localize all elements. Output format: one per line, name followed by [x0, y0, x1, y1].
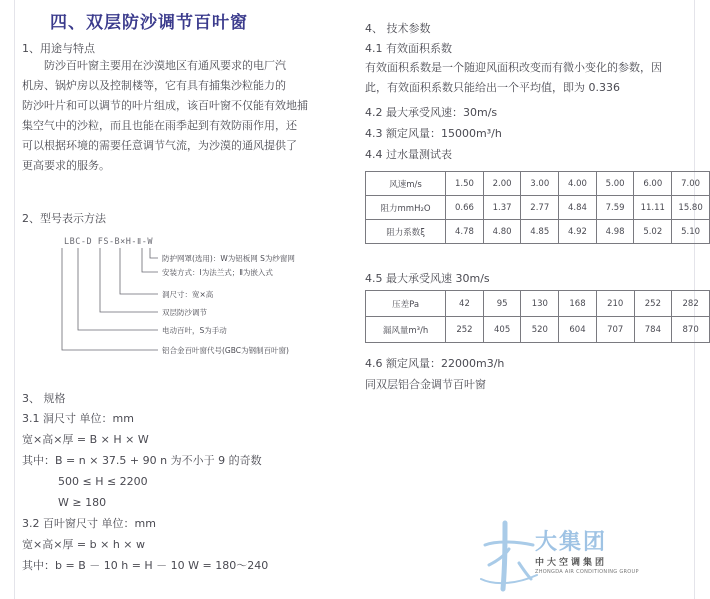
table-cell: 1.50: [446, 172, 484, 196]
table-row: [366, 172, 710, 196]
water-test-table: [365, 171, 710, 244]
section-4-4: 4.4 过水量测试表: [365, 148, 452, 161]
table-cell: 870: [672, 317, 710, 343]
spec-line: 3.2 百叶窗尺寸 单位：mm: [22, 517, 156, 530]
spec-line: 其中：b = B － 10 h = H － 10 W = 180～240: [22, 559, 269, 572]
section-4-note: 同双层铝合金调节百叶窗: [365, 378, 486, 391]
section-4-heading: 4、 技术参数: [365, 22, 431, 35]
table-cell: 4.85: [521, 220, 559, 244]
table-cell: 4.78: [446, 220, 484, 244]
section-4-6: 4.6 额定风量：22000m3/h: [365, 357, 505, 370]
table-cell: 405: [483, 317, 521, 343]
table-row: [366, 220, 710, 244]
spec-line: 宽×高×厚 = b × h × w: [22, 538, 146, 551]
section-3-heading: 3、 规格: [22, 392, 66, 405]
row-label: 阻力系数ξ: [366, 220, 446, 244]
table-row: [366, 196, 710, 220]
model-code: LBC-D FS-B×H-Ⅱ-W: [64, 237, 153, 247]
table-row: [366, 317, 710, 343]
table-cell: 5.02: [634, 220, 672, 244]
section-4-2: 4.2 最大承受风速：30m/s: [365, 106, 498, 119]
spec-line: W ≥ 180: [58, 496, 107, 509]
table-cell: 252: [446, 317, 484, 343]
spec-line: 500 ≤ H ≤ 2200: [58, 475, 148, 488]
leader-line-code: [62, 248, 158, 350]
model-code-diagram: [20, 232, 320, 362]
table-cell: 604: [559, 317, 597, 343]
legend-item: 电动百叶，S为手动: [162, 326, 227, 335]
logo-english-name: ZHONGDA AIR CONDITIONING GROUP: [535, 569, 639, 575]
table-cell: 7.59: [596, 196, 634, 220]
table-cell: 4.80: [483, 220, 521, 244]
table-cell: 2.77: [521, 196, 559, 220]
table-cell: 130: [521, 291, 559, 317]
page-title: 四、双层防沙调节百叶窗: [50, 13, 248, 33]
section-1-heading: 1、用途与特点: [22, 42, 95, 55]
legend-item: 安装方式：Ⅰ为法兰式；Ⅱ为嵌入式: [162, 268, 273, 277]
row-label: 漏风量m³/h: [366, 317, 446, 343]
section-4-1-line: 有效面积系数是一个随迎风面积改变而有微小变化的参数，因: [365, 61, 662, 74]
table-cell: 2.00: [483, 172, 521, 196]
section-1-line: 防沙百叶窗主要用在沙漠地区有通风要求的电厂汽: [44, 59, 286, 72]
section-2-heading: 2、型号表示方法: [22, 212, 106, 225]
table-cell: 7.00: [672, 172, 710, 196]
table-cell: 707: [596, 317, 634, 343]
leader-line-electric: [78, 248, 158, 330]
row-label: 压差Pa: [366, 291, 446, 317]
table-cell: 1.37: [483, 196, 521, 220]
table-cell: 4.00: [559, 172, 597, 196]
section-1-line: 集空气中的沙粒，而且也能在雨季起到有效防雨作用，还: [22, 119, 297, 132]
table-cell: 5.10: [672, 220, 710, 244]
section-4-5: 4.5 最大承受风速 30m/s: [365, 272, 490, 285]
section-4-1-line: 此，有效面积系数只能给出一个平均值，即为 0.336: [365, 81, 620, 94]
logo-company-name: 中大空调集团: [535, 558, 608, 568]
table-cell: 4.98: [596, 220, 634, 244]
page-border-left: [14, 0, 15, 599]
section-1-line: 防沙叶片和可以调节的叶片组成，该百叶窗不仅能有效地捕: [22, 99, 308, 112]
table-cell: 42: [446, 291, 484, 317]
table-cell: 11.11: [634, 196, 672, 220]
table-cell: 784: [634, 317, 672, 343]
table-cell: 4.92: [559, 220, 597, 244]
section-1-line: 机房、锅炉房以及控制楼等，它有具有捕集沙粒能力的: [22, 79, 286, 92]
spec-line: 其中：B = n × 37.5 + 90 n 为不小于 9 的奇数: [22, 454, 262, 467]
spec-line: 3.1 洞尺寸 单位：mm: [22, 412, 134, 425]
leader-line-w: [150, 248, 158, 258]
section-1-line: 更高要求的服务。: [22, 159, 110, 172]
legend-item: 洞尺寸：宽×高: [162, 290, 214, 299]
section-3-body: [22, 408, 268, 576]
table-cell: 168: [559, 291, 597, 317]
legend-item: 防护网罩(选用)：W为铝板网 S为纱窗网: [162, 254, 295, 263]
table-cell: 520: [521, 317, 559, 343]
row-label: 阻力mmH₂O: [366, 196, 446, 220]
table-cell: 95: [483, 291, 521, 317]
legend-item: 双层防沙调节: [162, 308, 207, 317]
table-cell: 15.80: [672, 196, 710, 220]
spec-line: 宽×高×厚 = B × H × W: [22, 433, 149, 446]
table-row: [366, 291, 710, 317]
section-1-body: [22, 56, 308, 176]
table-cell: 5.00: [596, 172, 634, 196]
table-cell: 4.84: [559, 196, 597, 220]
company-logo: [475, 515, 665, 595]
table-cell: 210: [596, 291, 634, 317]
table-cell: 252: [634, 291, 672, 317]
table-cell: 0.66: [446, 196, 484, 220]
logo-wordmark: 大集团: [535, 530, 608, 555]
leader-line-double: [100, 248, 158, 312]
table-cell: 6.00: [634, 172, 672, 196]
table-cell: 282: [672, 291, 710, 317]
row-label: 风速m/s: [366, 172, 446, 196]
table-cell: 3.00: [521, 172, 559, 196]
leader-line-size: [120, 248, 158, 294]
section-4-1-body: [365, 58, 662, 98]
section-4-3: 4.3 额定风量：15000m³/h: [365, 127, 502, 140]
legend-item: 铝合金百叶窗代号(GBC为钢制百叶窗): [162, 346, 289, 355]
section-1-line: 可以根据环境的需要任意调节气流，为沙漠的通风提供了: [22, 139, 297, 152]
section-4-1-heading: 4.1 有效面积系数: [365, 42, 452, 55]
leakage-table: [365, 290, 710, 343]
